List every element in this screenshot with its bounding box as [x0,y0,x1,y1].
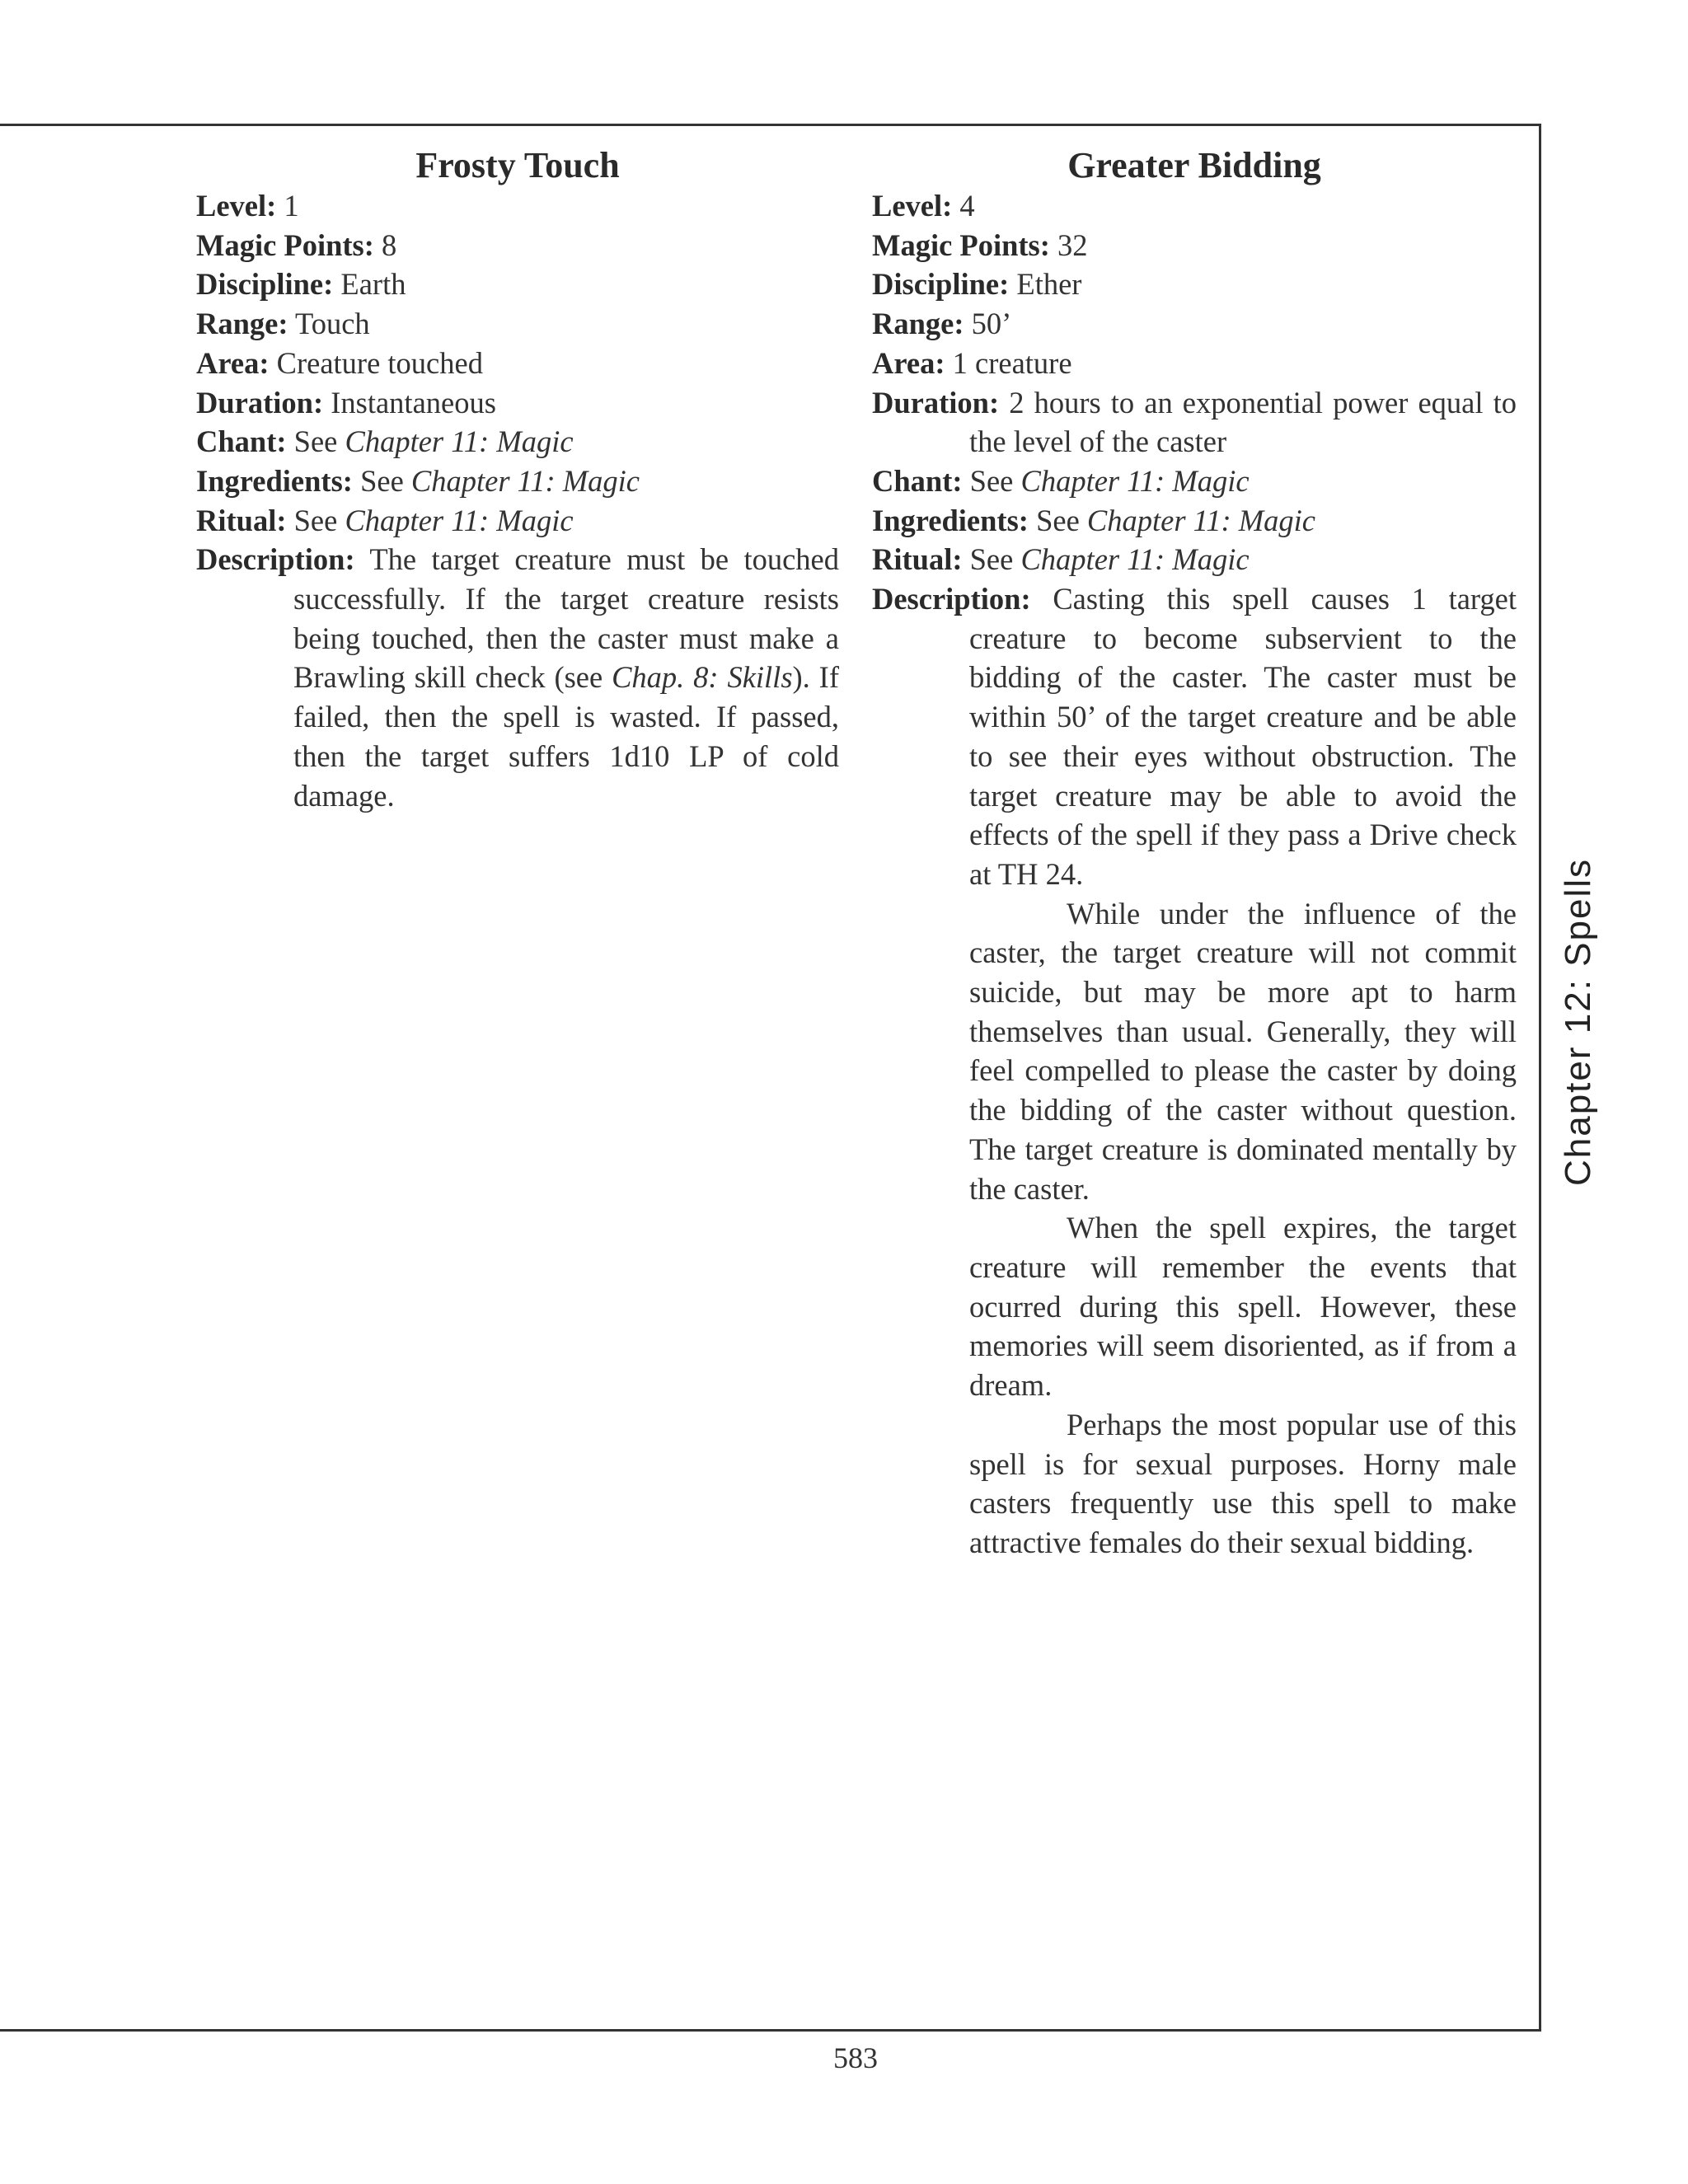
description-text: ). If failed, then the spell is wasted. If passed, then the target suffers 1d10 LP of cold damage. [293,660,839,813]
field-value: 1 [284,189,299,223]
field-duration [196,383,839,423]
field-value: Earth [340,267,406,302]
field-ingredients [196,462,839,501]
field-label: Ingredients: [872,503,1029,537]
chapter-reference: Chapter 11: Magic [345,424,574,459]
spell-title: Frosty Touch [415,145,620,185]
field-description [872,579,1517,894]
description-paragraph: When the spell expires, the target creature will remember the events that ocurred during this spell. However, these memories will seem disoriented, as if from a dream. [969,1211,1517,1403]
field-label: Duration: [872,385,1000,419]
spell-frosty-touch [196,140,839,815]
field-label: Discipline: [872,267,1010,302]
field-chant [872,462,1517,501]
field-description [196,540,839,815]
description-paragraph: Perhaps the most popular use of this spell is for sexual purposes. Horny male casters frequently use this spell to make attractive females do their sexual bidding. [969,1407,1517,1559]
field-range [196,304,839,344]
field-label: Chant: [196,424,287,459]
field-label: Magic Points: [196,227,374,262]
field-label: Ritual: [196,503,287,537]
field-label: Duration: [196,385,324,419]
field-value: 1 creature [952,345,1072,380]
chapter-reference: Chapter 11: Magic [1020,542,1250,577]
spell-title: Greater Bidding [1067,145,1321,185]
field-label: Magic Points: [872,227,1050,262]
field-level [872,186,1517,226]
field-chant [196,422,839,462]
field-value: 4 [959,189,975,223]
field-value: Touch [294,307,370,341]
field-label: Level: [196,189,277,223]
field-prefix: See [360,463,404,498]
field-magic-points [196,226,839,265]
field-value: 50’ [971,307,1012,341]
field-duration [872,383,1517,462]
field-ritual [196,501,839,541]
field-magic-points [872,226,1517,265]
field-value: 2 hours to an exponential power equal to the level of the caster [969,385,1517,459]
chapter-reference: Chapter 11: Magic [1086,503,1315,537]
field-label: Area: [196,345,270,380]
description-text: Casting this spell causes 1 target creature to become subservient to the bidding of the caster. The caster must be within 50’ of the target creature and be able to see their eyes without obstruction. The target creature may be able to avoid the effects of the spell if they pass a Drive check at TH 24. [969,582,1517,891]
chapter-reference: Chapter 11: Magic [345,503,574,537]
field-value: 8 [382,227,397,262]
description-text: The target creature must be touched successfully. If the target creature resists being touched, then the caster must make a Brawling skill check (see [293,542,840,695]
chapter-reference: Chapter 11: Magic [410,463,640,498]
field-prefix: See [969,542,1014,577]
field-label: Level: [872,189,953,223]
field-label: Range: [196,307,288,341]
field-label: Discipline: [196,267,334,302]
field-discipline [872,265,1517,304]
field-discipline [196,265,839,304]
field-label: Range: [872,307,964,341]
field-range [872,304,1517,344]
field-prefix: See [1036,503,1080,537]
field-label: Ritual: [872,542,963,577]
chapter-reference: Chap. 8: Skills [612,660,793,695]
chapter-sidebar-label: Chapter 12: Spells [1558,858,1598,1186]
field-value: Creature touched [276,345,483,380]
description-paragraph: While under the influence of the caster, the target creature will not commit suicide, but may be more apt to harm themselves than usual. Generally, they will feel compelled to please the caster by doing the bidding of the caster without question. The target creature is dominated mentally by the caster. [969,896,1517,1206]
field-prefix: See [293,503,338,537]
page-number: 583 [833,2041,878,2074]
field-label: Ingredients: [196,463,353,498]
field-ingredients [872,501,1517,541]
field-prefix: See [293,424,338,459]
field-value: 32 [1057,227,1088,262]
field-value: Instantaneous [331,385,496,419]
field-label: Description: [196,542,355,577]
spell-greater-bidding [872,140,1517,1563]
chapter-reference: Chapter 11: Magic [1020,463,1250,498]
field-area [196,344,839,383]
field-value: Ether [1016,267,1082,302]
field-ritual [872,540,1517,579]
field-label: Area: [872,345,945,380]
field-label: Chant: [872,463,963,498]
field-label: Description: [872,582,1031,616]
field-area [872,344,1517,383]
field-prefix: See [969,463,1014,498]
field-level [196,186,839,226]
